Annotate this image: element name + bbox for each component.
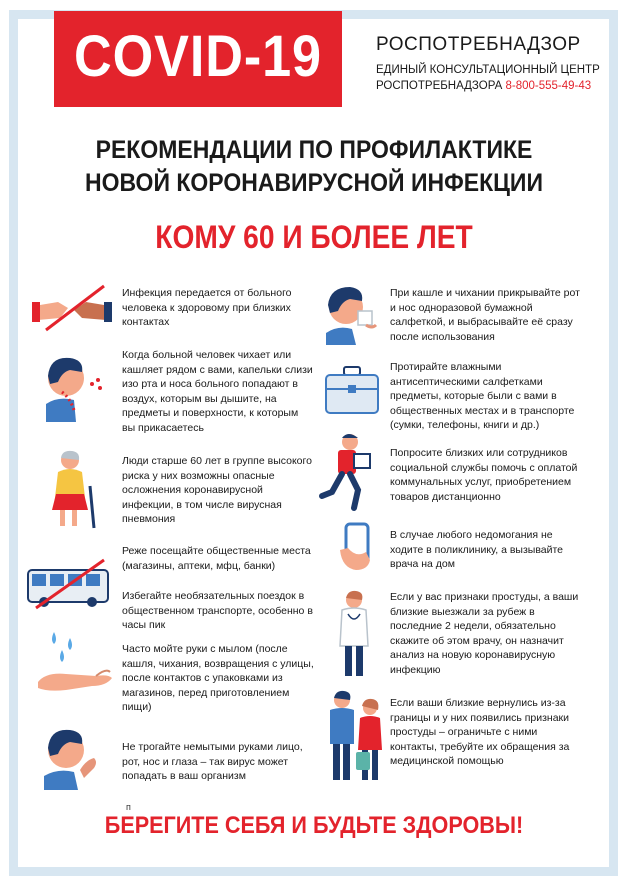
tip-right-4	[390, 528, 563, 572]
coughing-tissue-icon	[322, 283, 384, 350]
tip-left-2-line: кашляет рядом с вами, капельки слизи	[122, 363, 313, 376]
tip-left-6-line: после контактов с упаковками из	[122, 672, 283, 684]
elderly-woman-icon	[48, 450, 104, 535]
tip-left-6-line: магазинов, перед приготовлением	[122, 686, 290, 699]
tip-left-3-line: Люди старше 60 лет в группе высокого	[122, 455, 312, 467]
tip-right-2-line: Протирайте влажными	[390, 361, 502, 373]
tip-left-6	[122, 642, 314, 715]
brand-title: COVID-19	[74, 24, 322, 89]
tip-right-5-line: инфекцию	[390, 663, 441, 676]
tip-right-6	[390, 696, 569, 769]
tip-right-4-line: ходите в поликлинику, а вызывайте	[390, 543, 564, 556]
tip-right-3-line: коммунальных услуг, приобретением	[390, 476, 572, 488]
tip-left-1-line: контактах	[122, 316, 170, 328]
tip-left-1-line: человека к здоровому при близких	[122, 301, 291, 314]
tip-right-1-line: и нос одноразовой бумажной	[390, 301, 533, 314]
tip-left-2-line: вы прикасаетесь	[122, 421, 204, 434]
tip-left-7-line: Не трогайте немытыми руками лицо,	[122, 741, 303, 753]
tip-right-1-line: после использования	[390, 330, 495, 343]
tip-right-5-line: последние 2 недели, обязательно	[390, 620, 556, 632]
tip-left-1	[122, 286, 292, 330]
no-handshake-icon	[32, 284, 112, 339]
tip-right-1-line: При кашле и чихании прикрывайте рот	[390, 287, 580, 299]
tip-right-1-line: салфеткой, и выбрасывайте её сразу	[390, 316, 573, 328]
tip-left-7	[122, 740, 303, 784]
no-bus-icon	[26, 558, 112, 615]
tip-left-3-line: риска у них возможны опасные	[122, 469, 275, 482]
page-title	[62, 134, 566, 200]
tip-left-7-line: попадать в ваш организм	[122, 770, 246, 782]
hotline-phone: 8-800-555-49-43	[505, 80, 592, 92]
tip-right-6-line: медицинской помощью	[390, 755, 504, 767]
tip-left-4	[122, 544, 311, 573]
tip-right-2	[390, 360, 574, 433]
tip-left-1-line: Инфекция передается от больного	[122, 287, 292, 299]
courier-icon	[318, 432, 378, 517]
tip-left-5-line: Избегайте необязательных поездок в	[122, 590, 305, 602]
tip-left-2-line: предметы и поверхности, к которым	[122, 407, 299, 419]
tip-right-5	[390, 590, 578, 677]
tip-left-2-line: Когда больной человек чихает или	[122, 349, 292, 361]
tip-left-6-line: пищи)	[122, 701, 152, 713]
phone-in-hand-icon	[336, 522, 376, 577]
consult-center-line1: ЕДИНЫЙ КОНСУЛЬТАЦИОННЫЙ ЦЕНТР	[376, 64, 600, 76]
consult-center-name: РОСПОТРЕБНАДЗОРА	[376, 80, 503, 92]
touching-face-icon	[40, 724, 102, 795]
tip-left-2-line: изо рта и носа больного попадают в	[122, 378, 298, 390]
tip-left-5-line: общественном транспорте, особенно в	[122, 604, 313, 617]
org-name: РОСПОТРЕБНАДЗОР	[376, 34, 581, 55]
washing-hands-icon	[36, 628, 116, 703]
tip-left-5	[122, 589, 313, 633]
tip-right-2-line: предметы, которые были с вами в	[390, 390, 557, 402]
tip-right-4-line: врача на дом	[390, 558, 455, 570]
tip-left-2	[122, 348, 313, 435]
tip-left-3-line: осложнения коронавирусной	[122, 484, 263, 496]
tip-left-7-line: рот, нос и глаза – так вирус может	[122, 755, 289, 768]
tip-right-2-line: общественных местах и в транспорте	[390, 404, 575, 417]
wipes-box-icon	[324, 365, 380, 422]
tip-right-3	[390, 446, 577, 504]
tip-left-3-line: инфекции, в том числе вирусная	[122, 498, 282, 511]
tip-right-2-line: антисептическими салфетками	[390, 375, 543, 388]
tip-right-1	[390, 286, 580, 344]
covid-banner	[54, 11, 342, 107]
tip-right-2-line: (сумки, телефоны, книги и др.)	[390, 419, 540, 431]
stray-glyph: п	[126, 802, 131, 812]
title-line-2: НОВОЙ КОРОНАВИРУСНОЙ ИНФЕКЦИИ	[85, 169, 543, 197]
tip-right-3-line: социальной службы помочь с оплатой	[390, 461, 578, 474]
travelers-icon	[326, 690, 386, 789]
consult-center-line2	[376, 80, 591, 92]
tip-left-5-line: часы пик	[122, 619, 166, 631]
target-audience-heading: КОМУ 60 И БОЛЕЕ ЛЕТ	[155, 219, 473, 255]
tip-right-3-line: Попросите близких или сотрудников	[390, 447, 568, 459]
tip-left-6-line: кашля, чихания, возвращения с улицы,	[122, 657, 314, 670]
tip-right-5-line: близкие выезжали за рубеж в	[390, 605, 535, 618]
tip-right-6-line: контакты, требуйте их обращения за	[390, 740, 570, 753]
tip-left-3-line: пневмония	[122, 513, 176, 525]
closing-slogan: БЕРЕГИТЕ СЕБЯ И БУДЬТЕ ЗДОРОВЫ!	[104, 812, 524, 839]
title-line-1: РЕКОМЕНДАЦИИ ПО ПРОФИЛАКТИКЕ	[95, 136, 533, 164]
tip-right-5-line: анализ на новую коронавирусную	[390, 649, 556, 661]
sneezing-person-icon	[40, 352, 110, 427]
tip-left-6-line: Часто мойте руки с мылом (после	[122, 643, 288, 655]
tip-right-6-line: Если ваши близкие вернулись из-за	[390, 697, 566, 709]
tip-right-6-line: границы и у них появились признаки	[390, 711, 570, 724]
tip-right-4-line: В случае любого недомогания не	[390, 529, 553, 541]
tip-right-6-line: простуды – ограничьте с ними	[390, 726, 538, 738]
tip-left-3	[122, 454, 312, 527]
tip-right-5-line: скажите об этом врачу, он назначит	[390, 634, 564, 647]
doctor-icon	[336, 590, 372, 685]
tip-left-4-line: (магазины, аптеки, мфц, банки)	[122, 559, 276, 572]
tip-right-3-line: товаров дистанционно	[390, 490, 501, 503]
tip-right-5-line: Если у вас признаки простуды, а ваши	[390, 591, 579, 603]
tip-left-4-line: Реже посещайте общественные места	[122, 545, 311, 557]
tip-left-2-line: воздух, которым вы дышите, на	[122, 392, 277, 405]
